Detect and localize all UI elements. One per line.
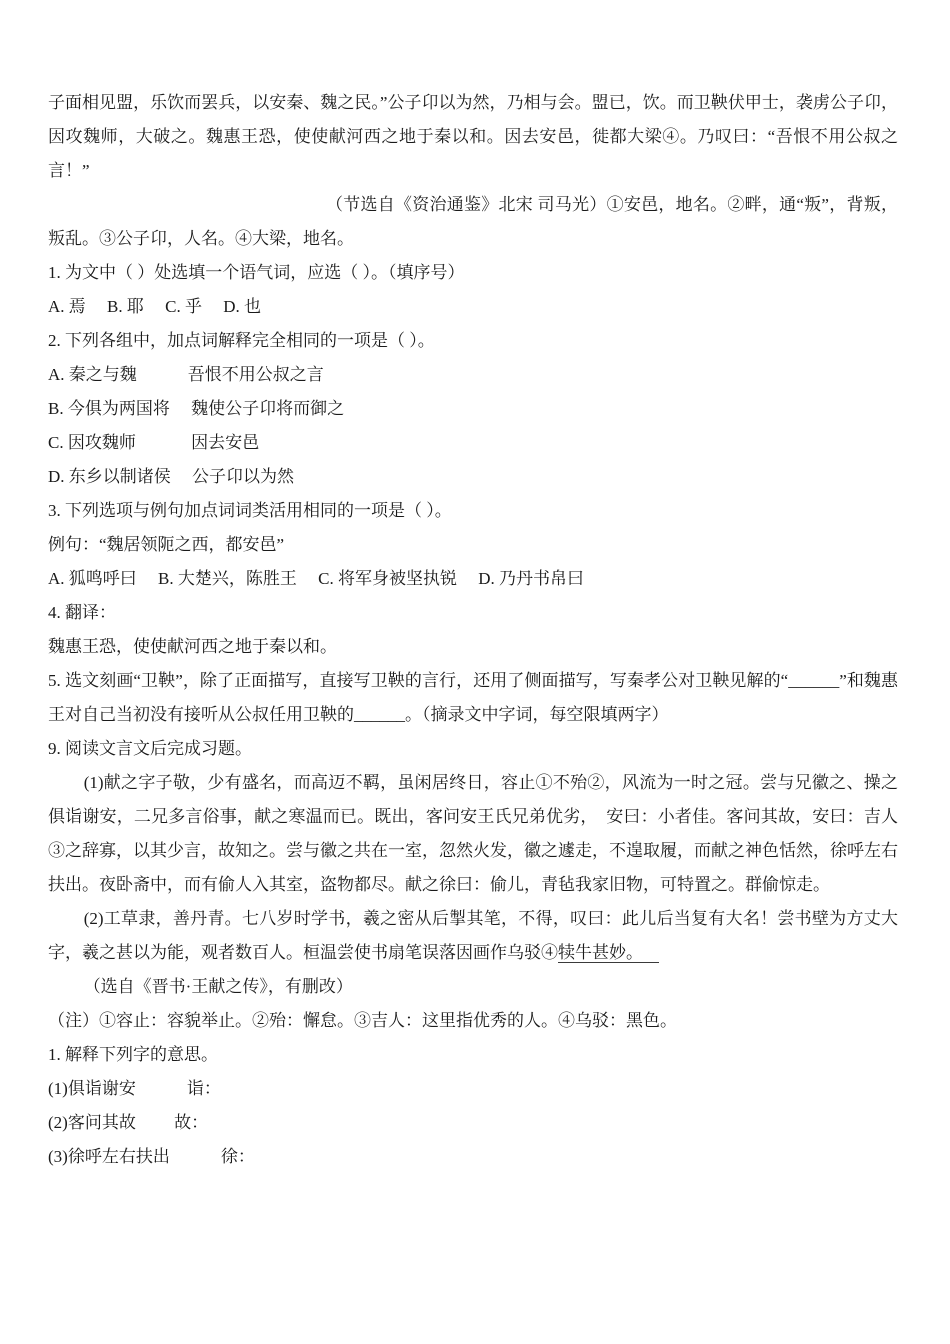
sub-question-1-item-3: (3)徐呼左右扶出 徐：	[48, 1147, 255, 1166]
passage-2-paragraph-2	[48, 902, 898, 970]
question-4-stem: 4. 翻译：	[48, 603, 116, 622]
passage-2-underlined-phrase: 犊牛甚妙。	[558, 943, 659, 963]
sub-question-1-item-1: (1)俱诣谢安 诣：	[48, 1079, 221, 1098]
sub-question-1-item-2: (2)客问其故 故：	[48, 1113, 209, 1132]
question-3-options: A. 狐鸣呼曰 B. 大楚兴，陈胜王 C. 将军身被坚执锐 D. 乃丹书帛曰	[48, 569, 584, 588]
question-2-option-a: A. 秦之与魏 吾恨不用公叔之言	[48, 365, 324, 384]
question-2-stem: 2. 下列各组中，加点词解释完全相同的一项是（ ）。	[48, 331, 435, 350]
question-2-option-b: B. 今俱为两国将 魏使公子卬将而御之	[48, 399, 345, 418]
passage-1-text: 子面相见盟，乐饮而罢兵，以安秦、魏之民。”公子卬以为然，乃相与会。盟已，饮。而卫鞅伏甲士，袭虏公子卬，因攻魏师，大破之。魏惠王恐，使使献河西之地于秦以和。因去安邑，徙都大梁④。乃叹曰：“吾恨不用公叔之言！”	[48, 93, 898, 180]
question-2-option-d: D. 东乡以制诸侯 公子卬以为然	[48, 467, 295, 486]
passage-2-source: （选自《晋书·王献之传》，有删改）	[83, 977, 353, 996]
question-1-stem: 1. 为文中（ ）处选填一个语气词，应选（ ）。（填序号）	[48, 263, 465, 282]
question-3-example: 例句：“魏居领阨之西，都安邑”	[48, 535, 285, 554]
question-9-intro: 9. 阅读文言文后完成习题。	[48, 739, 252, 758]
passage-2-paragraph-2-lead: (2)工草隶，善丹青。七八岁时学书，羲之密从后掣其笔，不得，叹曰：此儿后当复有大名！尝书壁为方丈大字，羲之甚以为能，观者数百人。桓温尝使书扇笔误落因画作乌驳④	[48, 909, 898, 962]
question-2-option-c: C. 因攻魏师 因去安邑	[48, 433, 260, 452]
question-3-stem: 3. 下列选项与例句加点词词类活用相同的一项是（ ）。	[48, 501, 452, 520]
sub-question-1-stem: 1. 解释下列字的意思。	[48, 1045, 218, 1064]
question-1-options: A. 焉 B. 耶 C. 乎 D. 也	[48, 297, 261, 316]
question-5-stem: 5. 选文刻画“卫鞅”，除了正面描写，直接写卫鞅的言行，还用了侧面描写，写秦孝公对卫鞅见解的“______”和魏惠王对自己当初没有接听从公叔任用卫鞅的______。（摘录文中字词，每空限填两字）	[48, 671, 898, 724]
passage-1-source-and-notes: （节选自《资治通鉴》北宋 司马光）①安邑，地名。②畔，通“叛”，背叛，叛乱。③公子卬，人名。④大梁，地名。	[48, 195, 898, 248]
question-4-sentence: 魏惠王恐，使使献河西之地于秦以和。	[48, 637, 337, 656]
passage-2-notes: （注）①容止：容貌举止。②殆：懈怠。③吉人：这里指优秀的人。④乌驳：黑色。	[48, 1011, 677, 1030]
passage-2-paragraph-1: (1)献之字子敬，少有盛名，而高迈不羁，虽闲居终日，容止①不殆②，风流为一时之冠。尝与兄徽之、操之俱诣谢安，二兄多言俗事，献之寒温而已。既出，客问安王氏兄弟优劣， 安曰：小者佳。客问其故，安曰：吉人③之辞寡，以其少言，故知之。尝与徽之共在一室，忽然火发，徽之遽走，不遑取履，而献之神色恬然，徐呼左右扶出。夜卧斋中，而有偷人入其室，盗物都尽。献之徐曰：偷儿，青毡我家旧物，可特置之。群偷惊走。	[48, 773, 898, 894]
